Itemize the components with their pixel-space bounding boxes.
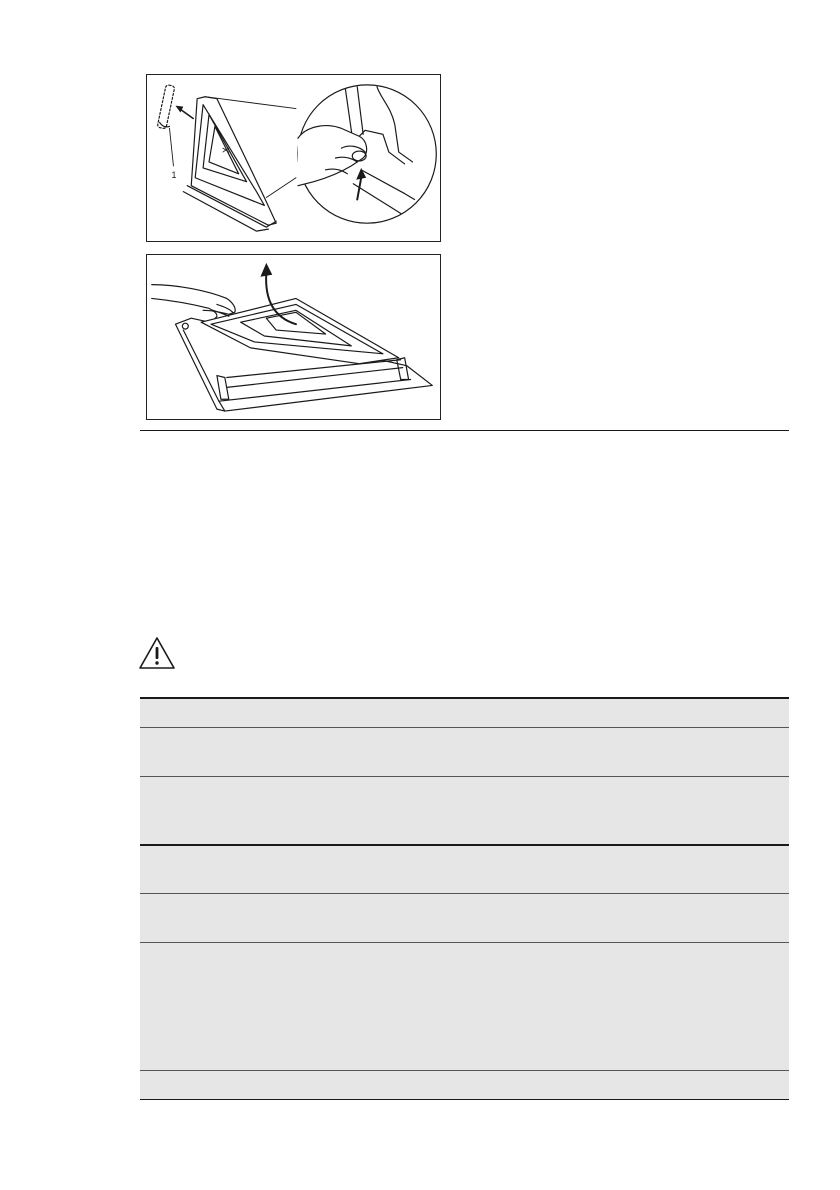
lift-glass-panel-illustration [146,254,441,420]
troubleshooting-table [140,697,789,1100]
door-strip-part [157,85,175,129]
oven-door-panel [183,97,296,231]
table-row [140,728,789,777]
table-header-row [140,699,789,728]
callout-line [169,128,173,166]
table-row [140,846,789,894]
table-row [140,943,789,1071]
table-row [140,1071,789,1100]
table-row [140,777,789,846]
warning-triangle-icon [138,636,176,670]
table-row [140,894,789,943]
magnified-detail [298,85,436,223]
remove-glass-panel-illustration [146,74,441,242]
hands [152,285,236,319]
callout-label: 1 [171,169,177,180]
section-divider [140,430,789,431]
